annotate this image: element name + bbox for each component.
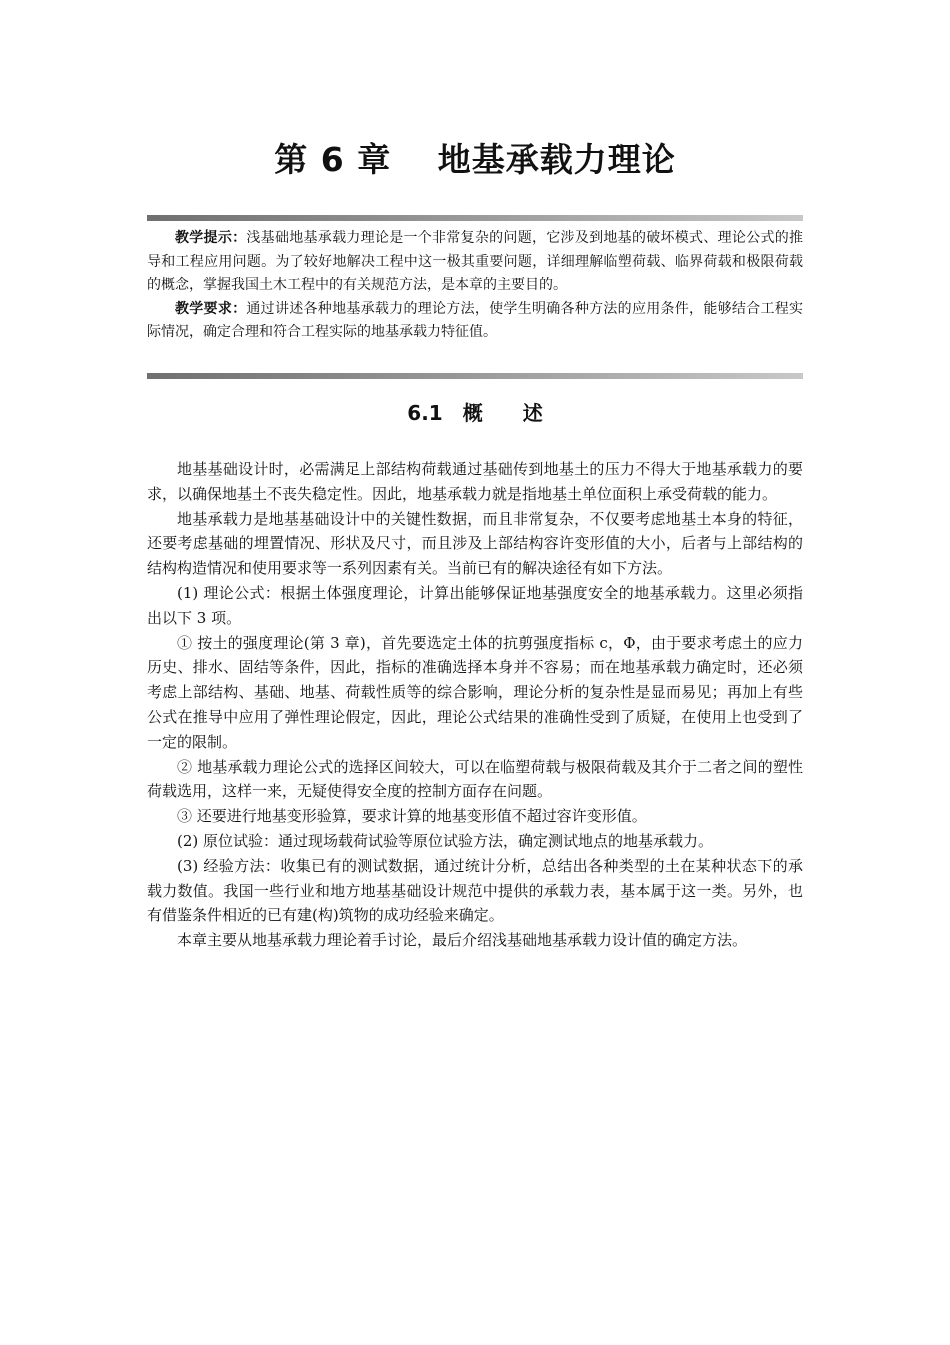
body-paragraph: ① 按土的强度理论(第 3 章)，首先要选定土体的抗剪强度指标 c，Φ，由于要求考虑土的应力历史、排水、固结等条件，因此，指标的准确选择本身并不容易；而在地基承载力确定时，还必须考虑上部结构、基础、地基、荷载性质等的综合影响，理论分析的复杂性是显而易见；再加上有些公式在推导中应用了弹性理论假定，因此，理论公式结果的准确性受到了质疑，在使用上也受到了一定的限制。: [147, 633, 803, 751]
teaching-hint-label: 教学提示：: [175, 230, 247, 246]
bottom-divider: [147, 373, 803, 379]
teaching-box: [147, 227, 803, 345]
teaching-requirement-label: 教学要求：: [175, 300, 247, 317]
teaching-requirement: [147, 298, 803, 345]
body-paragraph: ③ 还要进行地基变形验算，要求计算的地基变形值不超过容许变形值。: [177, 807, 647, 826]
teaching-hint: [147, 227, 803, 298]
chapter-title: 第 6 章 地基承载力理论: [274, 140, 676, 179]
section-title: 6.1 概 述: [407, 401, 543, 425]
body-paragraph: 本章主要从地基承载力理论着手讨论，最后介绍浅基础地基承载力设计值的确定方法。: [177, 931, 748, 950]
top-divider: [147, 215, 803, 221]
section-body: [147, 457, 803, 953]
body-paragraph: (3) 经验方法：收集已有的测试数据，通过统计分析，总结出各种类型的土在某种状态下的承载力数值。我国一些行业和地方地基基础设计规范中提供的承载力表，基本属于这一类。另外，也有借鉴条件相近的已有建(构)筑物的成功经验来确定。: [147, 856, 803, 925]
teaching-requirement-text: 通过讲述各种地基承载力的理论方法，使学生明确各种方法的应用条件，能够结合工程实际情况，确定合理和符合工程实际的地基承载力特征值。: [147, 300, 804, 341]
body-paragraph: (1) 理论公式：根据土体强度理论，计算出能够保证地基强度安全的地基承载力。这里必须指出以下 3 项。: [147, 583, 803, 627]
body-paragraph: ② 地基承载力理论公式的选择区间较大，可以在临塑荷载与极限荷载及其介于二者之间的塑性荷载选用，这样一来，无疑使得安全度的控制方面存在问题。: [147, 757, 803, 801]
body-paragraph: 地基基础设计时，必需满足上部结构荷载通过基础传到地基土的压力不得大于地基承载力的要求，以确保地基土不丧失稳定性。因此，地基承载力就是指地基土单位面积上承受荷载的能力。: [147, 460, 803, 503]
teaching-hint-text: 浅基础地基承载力理论是一个非常复杂的问题，它涉及到地基的破坏模式、理论公式的推导和工程应用问题。为了较好地解决工程中这一极其重要问题，详细理解临塑荷载、临界荷载和极限荷载的概念，掌握我国土木工程中的有关规范方法，是本章的主要目的。: [147, 230, 804, 294]
body-paragraph: (2) 原位试验：通过现场载荷试验等原位试验方法，确定测试地点的地基承载力。: [177, 831, 714, 850]
body-paragraph: 地基承载力是地基基础设计中的关键性数据，而且非常复杂，不仅要考虑地基土本身的特征，还要考虑基础的埋置情况、形状及尺寸，而且涉及上部结构容许变形值的大小，后者与上部结构的结构构造情况和使用要求等一系列因素有关。当前已有的解决途径有如下方法。: [147, 509, 803, 578]
